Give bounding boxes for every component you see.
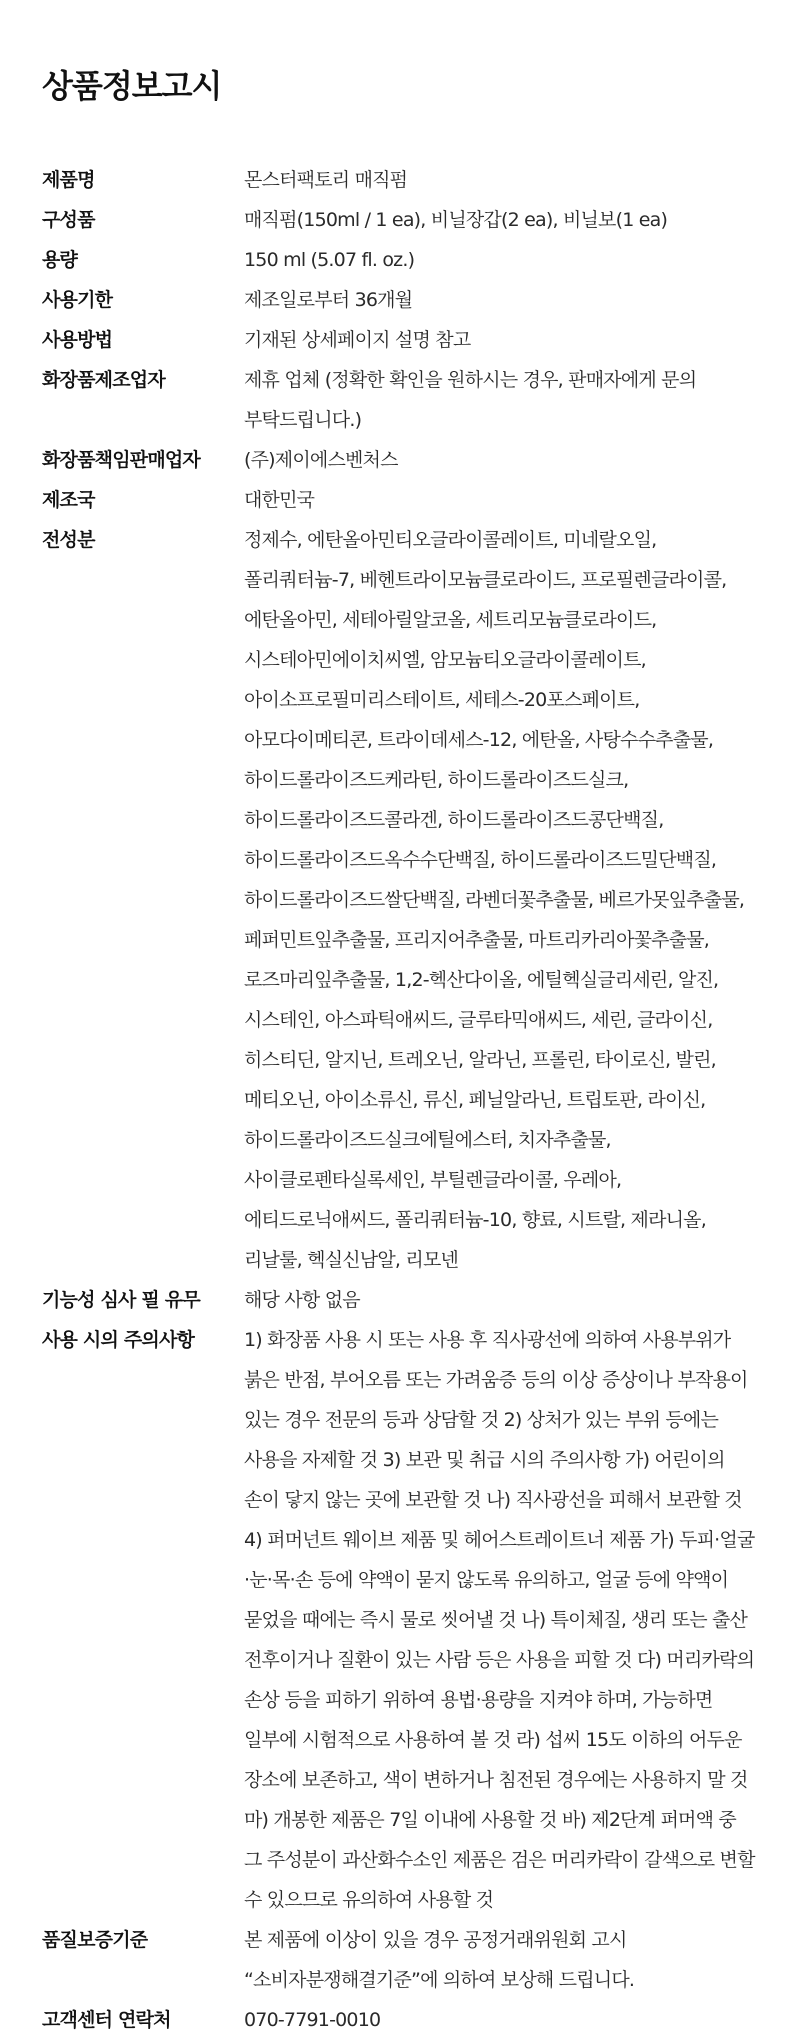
label-country-of-origin: 제조국 xyxy=(42,489,95,511)
value-volume: 150 ml (5.07 fl. oz.) xyxy=(244,249,415,271)
page-title: 상품정보고시 xyxy=(42,67,222,105)
label-usage-method: 사용방법 xyxy=(42,329,113,351)
info-row-product-name xyxy=(42,160,758,200)
value-ingredients: 정제수, 에탄올아민티오글라이콜레이트, 미네랄오일, 폴리쿼터늄-7, 베헨트라이모늄클로라이드, 프로필렌글라이콜, 에탄올아민, 세테아릴알코올, 세트리모늄클로라이드, 시스테아민에이치씨엘, 암모늄티오글라이콜레이트, 아이소프로필미리스테이트, 세테스-20포스페이트, 아모다이메티콘, 트라이데세스-12, 에탄올, 사탕수수추출물, 하이드롤라이즈드케라틴, 하이드롤라이즈드실크, 하이드롤라이즈드콜라겐, 하이드롤라이즈드콩단백질, 하이드롤라이즈드옥수수단백질, 하이드롤라이즈드밀단백질, 하이드롤라이즈드쌀단백질, 라벤더꽃추출물, 베르가못잎추출물, 페퍼민트잎추출물, 프리지어추출물, 마트리카리아꽃추출물, 로즈마리잎추출물, 1,2-헥산다이올, 에틸헥실글리세린, 알진, 시스테인, 아스파틱애씨드, 글루타믹애씨드, 세린, 글라이신, 히스티딘, 알지닌, 트레오닌, 알라닌, 프롤린, 타이로신, 발린, 메티오닌, 아이소류신, 류신, 페닐알라닌, 트립토판, 라이신, 하이드롤라이즈드실크에틸에스터, 치자추출물, 사이클로펜타실록세인, 부틸렌글라이콜, 우레아, 에티드로닉애씨드, 폴리쿼터늄-10, 향료, 시트랄, 제라니올, 리날룰, 헥실신남알, 리모넨 xyxy=(244,529,745,1271)
value-functional-review: 해당 사항 없음 xyxy=(244,1289,360,1311)
value-country-of-origin: 대한민국 xyxy=(244,489,315,511)
info-row-ingredients xyxy=(42,520,758,1280)
info-row-volume xyxy=(42,240,758,280)
label-precautions: 사용 시의 주의사항 xyxy=(42,1329,195,1351)
value-expiration: 제조일로부터 36개월 xyxy=(244,289,413,311)
label-customer-center: 고객센터 연락처 xyxy=(42,2009,171,2031)
value-customer-center: 070-7791-0010 xyxy=(244,2009,381,2031)
value-product-name: 몬스터팩토리 매직펌 xyxy=(244,169,408,191)
label-product-name: 제품명 xyxy=(42,169,95,191)
label-manufacturer: 화장품제조업자 xyxy=(42,369,165,391)
value-manufacturer: 제휴 업체 (정확한 확인을 원하시는 경우, 판매자에게 문의 부탁드립니다.) xyxy=(244,369,697,431)
value-usage-method: 기재된 상세페이지 설명 참고 xyxy=(244,329,471,351)
info-row-expiration xyxy=(42,280,758,320)
info-row-responsible-seller xyxy=(42,440,758,480)
product-info-list xyxy=(42,160,758,2040)
label-functional-review: 기능성 심사 필 유무 xyxy=(42,1289,200,1311)
label-expiration: 사용기한 xyxy=(42,289,113,311)
info-row-precautions xyxy=(42,1320,758,1920)
label-volume: 용량 xyxy=(42,249,78,271)
label-quality-guarantee: 품질보증기준 xyxy=(42,1929,148,1951)
info-row-country-of-origin xyxy=(42,480,758,520)
info-row-usage-method xyxy=(42,320,758,360)
info-row-customer-center xyxy=(42,2000,758,2040)
value-components: 매직펌(150ml / 1 ea), 비닐장갑(2 ea), 비닐보(1 ea) xyxy=(244,209,668,231)
value-precautions: 1) 화장품 사용 시 또는 사용 후 직사광선에 의하여 사용부위가 붉은 반점, 부어오름 또는 가려움증 등의 이상 증상이나 부작용이 있는 경우 전문의 등과 상담할 것 2) 상처가 있는 부위 등에는 사용을 자제할 것 3) 보관 및 취급 시의 주의사항 가) 어린이의 손이 닿지 않는 곳에 보관할 것 나) 직사광선을 피해서 보관할 것 4) 퍼머넌트 웨이브 제품 및 헤어스트레이트너 제품 가) 두피·얼굴·눈·목·손 등에 약액이 묻지 않도록 유의하고, 얼굴 등에 약액이 묻었을 때에는 즉시 물로 씻어낼 것 나) 특이체질, 생리 또는 출산 전후이거나 질환이 있는 사람 등은 사용을 피할 것 다) 머리카락의 손상 등을 피하기 위하여 용법·용량을 지켜야 하며, 가능하면 일부에 시험적으로 사용하여 볼 것 라) 섭씨 15도 이하의 어두운 장소에 보존하고, 색이 변하거나 침전된 경우에는 사용하지 말 것 마) 개봉한 제품은 7일 이내에 사용할 것 바) 제2단계 퍼머액 중 그 주성분이 과산화수소인 제품은 검은 머리카락이 갈색으로 변할 수 있으므로 유의하여 사용할 것 xyxy=(244,1329,755,1911)
info-row-quality-guarantee xyxy=(42,1920,758,2000)
label-ingredients: 전성분 xyxy=(42,529,95,551)
info-row-components xyxy=(42,200,758,240)
value-quality-guarantee: 본 제품에 이상이 있을 경우 공정거래위원회 고시 “소비자분쟁해결기준”에 의하여 보상해 드립니다. xyxy=(244,1929,635,1991)
value-responsible-seller: (주)제이에스벤처스 xyxy=(244,449,398,471)
label-components: 구성품 xyxy=(42,209,95,231)
info-row-manufacturer xyxy=(42,360,758,440)
label-responsible-seller: 화장품책임판매업자 xyxy=(42,449,200,471)
info-row-functional-review xyxy=(42,1280,758,1320)
